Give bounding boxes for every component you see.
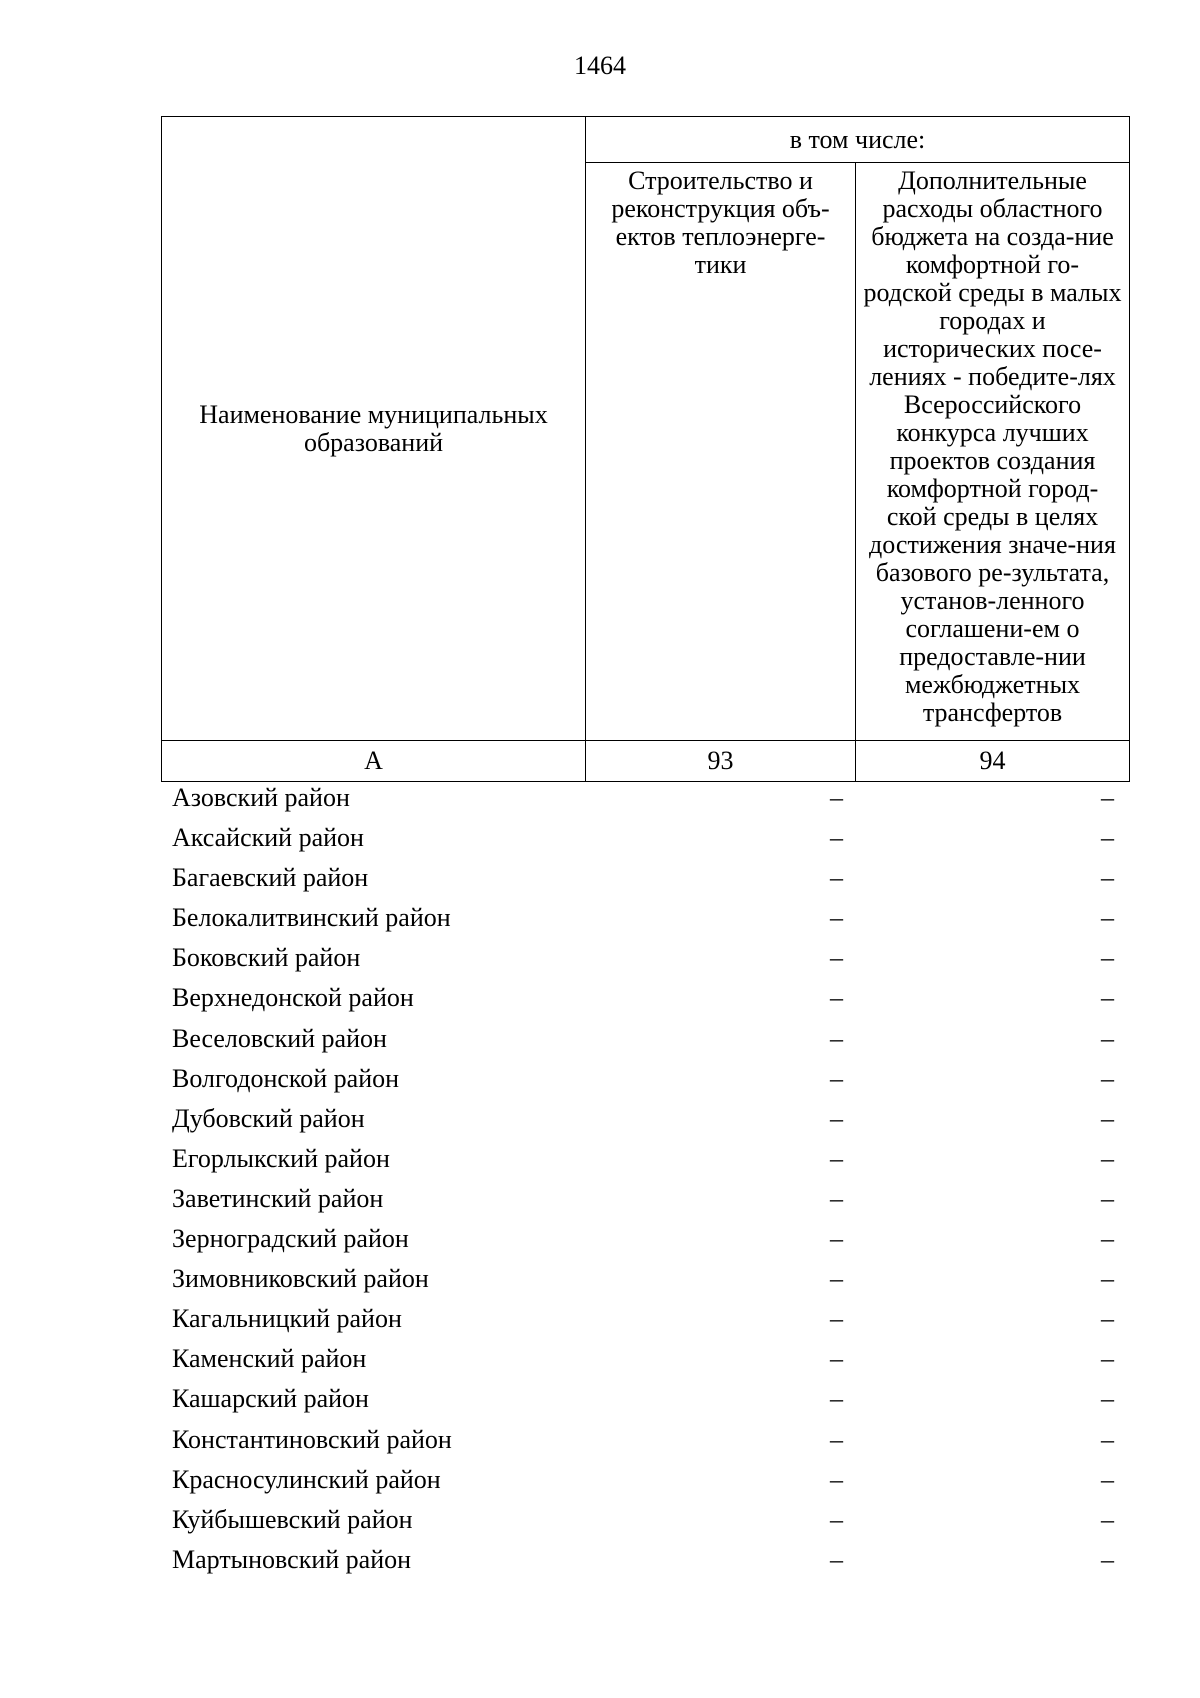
table-row — [161, 1339, 1129, 1379]
row-value-93: – — [830, 1304, 843, 1334]
row-value-94: – — [1101, 1304, 1114, 1334]
row-value-93: – — [830, 983, 843, 1013]
row-name: Багаевский район — [172, 863, 369, 893]
row-value-93: – — [830, 823, 843, 853]
row-name: Константиновский район — [172, 1424, 452, 1454]
name-column-header: Наименование муниципальных образований — [162, 117, 586, 741]
row-value-93: – — [830, 1023, 843, 1053]
row-value-94: – — [1101, 1103, 1114, 1133]
row-value-94: – — [1101, 983, 1114, 1013]
row-name: Кашарский район — [172, 1384, 369, 1414]
row-value-94: – — [1101, 1183, 1114, 1213]
column-number-94: 94 — [856, 741, 1130, 782]
table-row — [161, 1540, 1129, 1580]
column-header-93: Строительство и реконструкция объ-ектов теплоэнерге-тики — [586, 163, 856, 741]
table-row — [161, 778, 1129, 818]
table-row — [161, 858, 1129, 898]
row-value-93: – — [830, 1424, 843, 1454]
row-name: Дубовский район — [172, 1103, 365, 1133]
row-value-93: – — [830, 783, 843, 812]
table-row — [161, 1299, 1129, 1339]
row-value-94: – — [1101, 903, 1114, 933]
row-name: Мартыновский район — [172, 1544, 412, 1574]
table-row — [161, 1019, 1129, 1059]
table-row — [161, 818, 1129, 858]
row-name: Волгодонской район — [172, 1063, 400, 1093]
row-value-93: – — [830, 1103, 843, 1133]
table-body — [161, 778, 1129, 1580]
table-row — [161, 1460, 1129, 1500]
row-name: Заветинский район — [172, 1183, 384, 1213]
table-row — [161, 1179, 1129, 1219]
row-value-94: – — [1101, 1464, 1114, 1494]
row-value-94: – — [1101, 1544, 1114, 1574]
page-number: 1464 — [574, 51, 626, 80]
row-value-94: – — [1101, 863, 1114, 893]
row-value-94: – — [1101, 1424, 1114, 1454]
row-value-94: – — [1101, 1384, 1114, 1414]
row-name: Боковский район — [172, 943, 361, 973]
table-row — [161, 1420, 1129, 1460]
row-value-94: – — [1101, 1504, 1114, 1534]
table-row — [161, 1379, 1129, 1419]
row-value-93: – — [830, 1224, 843, 1254]
table-row — [161, 978, 1129, 1018]
row-value-93: – — [830, 1344, 843, 1374]
row-value-94: – — [1101, 1063, 1114, 1093]
row-value-93: – — [830, 943, 843, 973]
table-row — [161, 938, 1129, 978]
row-value-94: – — [1101, 943, 1114, 973]
row-value-93: – — [830, 1063, 843, 1093]
row-value-93: – — [830, 1544, 843, 1574]
table-header — [161, 116, 1130, 782]
column-header-94: Дополнительные расходы областного бюджета на созда-ние комфортной го-родской среды в малых городах и исторических посе-лениях - победите-лях Всероссийского конкурса лучших проектов создания комфортной город-ской среды в целях достижения значе-ния базового ре-зультата, установ-ленного соглашени-ем о предоставле-нии межбюджетных трансфертов — [856, 163, 1130, 741]
row-value-94: – — [1101, 823, 1114, 853]
row-name: Белокалитвинский район — [172, 903, 451, 933]
table-row — [161, 1219, 1129, 1259]
row-name: Кагальницкий район — [172, 1304, 402, 1334]
row-name: Зерноградский район — [172, 1224, 409, 1254]
row-name: Верхнедонской район — [172, 983, 414, 1013]
row-name: Веселовский район — [172, 1023, 387, 1053]
row-value-94: – — [1101, 783, 1114, 812]
row-name: Егорлыкский район — [172, 1143, 390, 1173]
row-name: Каменский район — [172, 1344, 367, 1374]
row-value-93: – — [830, 1143, 843, 1173]
row-name: Зимовниковский район — [172, 1264, 429, 1294]
row-value-93: – — [830, 1384, 843, 1414]
row-value-94: – — [1101, 1023, 1114, 1053]
row-value-94: – — [1101, 1264, 1114, 1294]
row-value-93: – — [830, 863, 843, 893]
table-row — [161, 1500, 1129, 1540]
row-value-94: – — [1101, 1143, 1114, 1173]
row-value-93: – — [830, 1504, 843, 1534]
table-row — [161, 1059, 1129, 1099]
row-name: Азовский район — [172, 783, 350, 812]
row-value-93: – — [830, 903, 843, 933]
table-row — [161, 1099, 1129, 1139]
row-value-93: – — [830, 1264, 843, 1294]
table-row — [161, 1259, 1129, 1299]
column-number-a: А — [162, 741, 586, 782]
row-value-94: – — [1101, 1344, 1114, 1374]
row-value-94: – — [1101, 1224, 1114, 1254]
row-name: Аксайский район — [172, 823, 364, 853]
row-value-93: – — [830, 1183, 843, 1213]
row-name: Куйбышевский район — [172, 1504, 413, 1534]
group-header: в том числе: — [586, 117, 1130, 163]
row-value-93: – — [830, 1464, 843, 1494]
table-row — [161, 898, 1129, 938]
table-row — [161, 1139, 1129, 1179]
column-number-93: 93 — [586, 741, 856, 782]
row-name: Красносулинский район — [172, 1464, 441, 1494]
